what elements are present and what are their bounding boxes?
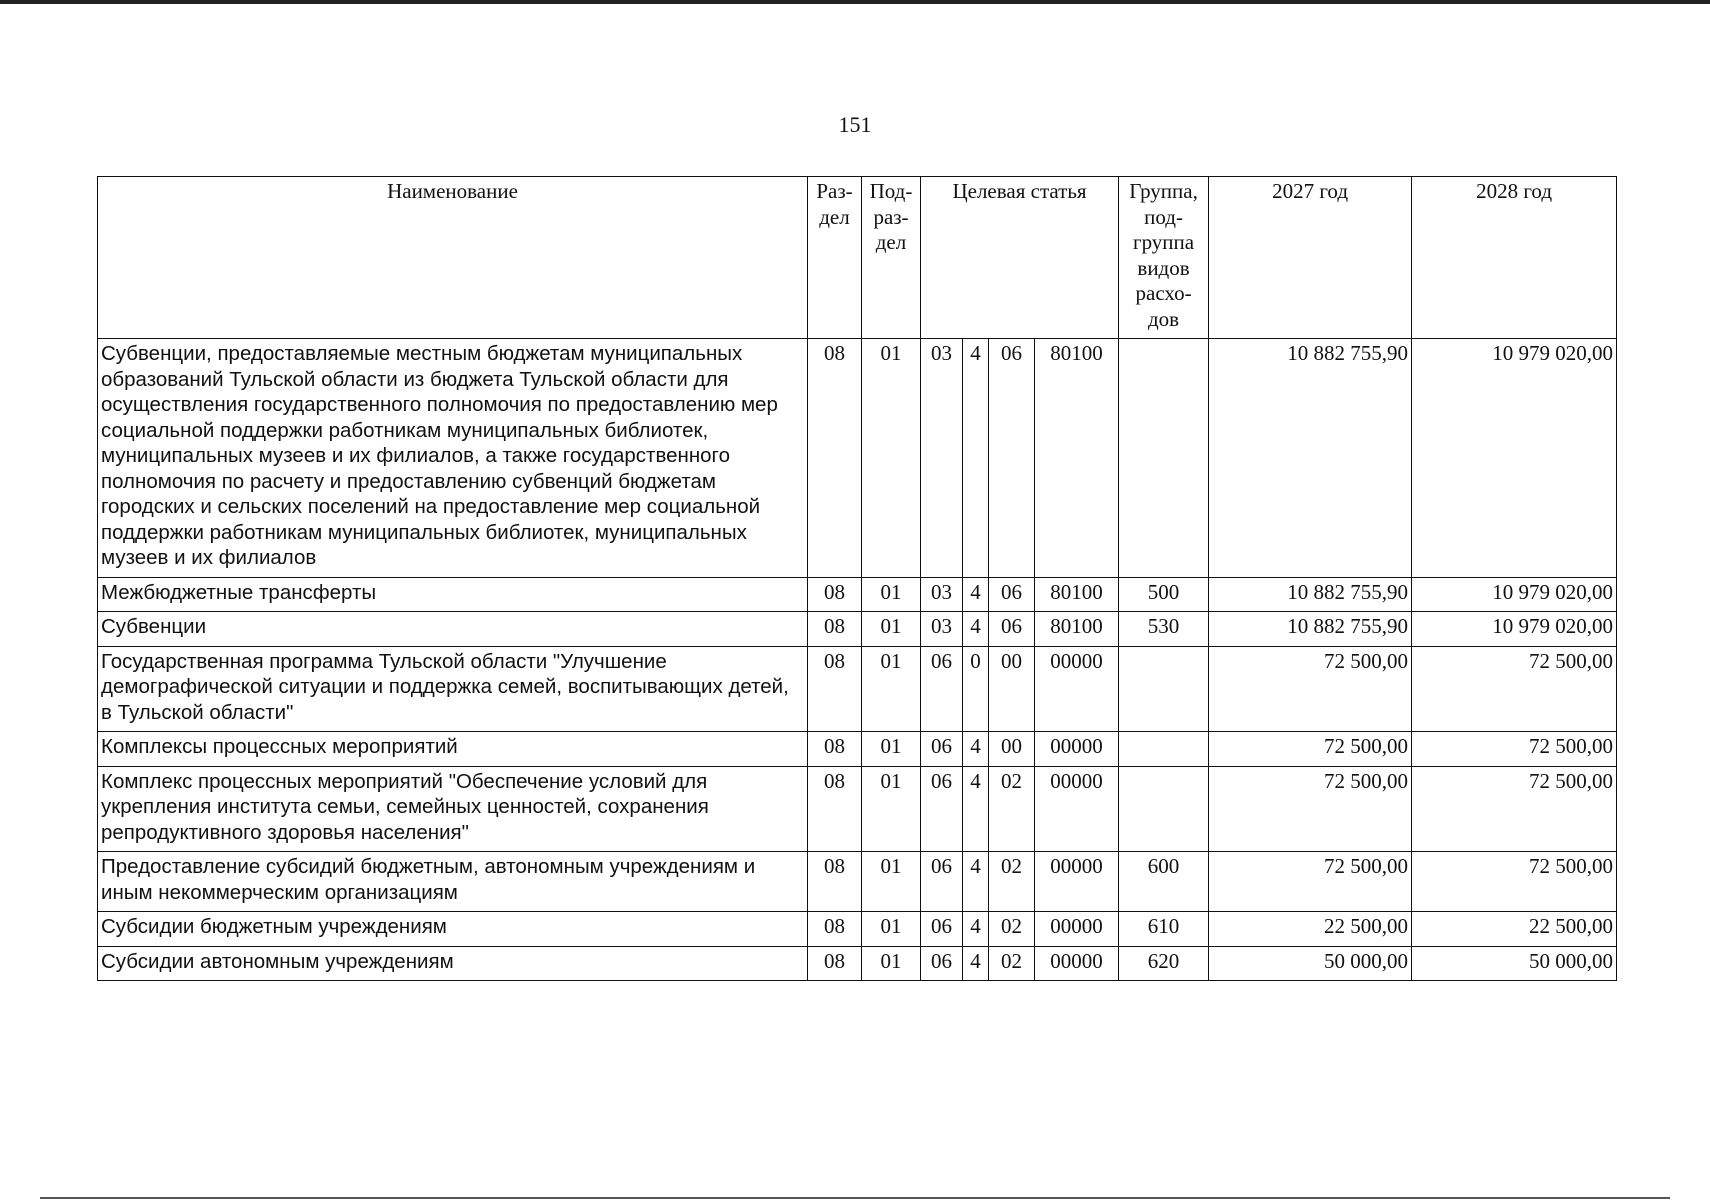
cell-target-subprogram: 02 [989, 946, 1035, 981]
cell-2028: 72 500,00 [1412, 766, 1617, 852]
cell-expense-group: 600 [1119, 852, 1209, 912]
cell-target-direction: 80100 [1035, 577, 1119, 612]
table-row [98, 912, 1617, 947]
cell-razdel: 08 [808, 852, 862, 912]
cell-expense-group [1119, 766, 1209, 852]
cell-2028: 10 979 020,00 [1412, 577, 1617, 612]
cell-2027: 50 000,00 [1209, 946, 1412, 981]
header-razdel-line: дел [819, 204, 850, 229]
cell-podrazdel: 01 [862, 766, 921, 852]
cell-razdel: 08 [808, 339, 862, 578]
cell-target-subprogram: 02 [989, 852, 1035, 912]
cell-2027: 10 882 755,90 [1209, 339, 1412, 578]
cell-podrazdel: 01 [862, 577, 921, 612]
cell-target-subprogram: 02 [989, 766, 1035, 852]
cell-2028: 72 500,00 [1412, 852, 1617, 912]
cell-2028: 50 000,00 [1412, 946, 1617, 981]
cell-name: Межбюджетные трансферты [98, 577, 808, 612]
header-name: Наименование [98, 177, 808, 339]
cell-razdel: 08 [808, 912, 862, 947]
cell-target-subprogram: 00 [989, 732, 1035, 767]
header-podrazdel-line: дел [875, 230, 907, 254]
header-expense-group [1119, 177, 1209, 339]
header-2027: 2027 год [1209, 177, 1412, 339]
cell-expense-group: 610 [1119, 912, 1209, 947]
cell-podrazdel: 01 [862, 646, 921, 732]
table-row [98, 852, 1617, 912]
cell-razdel: 08 [808, 946, 862, 981]
cell-target-program: 03 [921, 339, 963, 578]
cell-target-subprogram: 02 [989, 912, 1035, 947]
cell-target-direction: 00000 [1035, 946, 1119, 981]
cell-target-direction: 80100 [1035, 339, 1119, 578]
table-row [98, 339, 1617, 578]
cell-expense-group: 530 [1119, 612, 1209, 647]
cell-target-subprogram: 06 [989, 612, 1035, 647]
table-row [98, 646, 1617, 732]
cell-name: Субвенции, предоставляемые местным бюджетам муниципальных образований Тульской области из бюджета Тульской области для осуществления государственного полномочия по предоставлению мер социальной поддержки работникам муниципальных библиотек, муниципальных музеев и их филиалов, а также государственного полномочия по расчету и предоставлению субвенций бюджетам городских и сельских поселений на предоставление мер социальной поддержки работникам муниципальных библиотек, муниципальных музеев и их филиалов [98, 339, 808, 578]
cell-expense-group [1119, 339, 1209, 578]
cell-podrazdel: 01 [862, 732, 921, 767]
cell-target-type: 4 [963, 946, 989, 981]
cell-target-program: 06 [921, 946, 963, 981]
cell-target-type: 0 [963, 646, 989, 732]
cell-name: Комплексы процессных мероприятий [98, 732, 808, 767]
cell-target-program: 06 [921, 646, 963, 732]
header-group-line: Группа, [1129, 179, 1198, 203]
cell-expense-group: 620 [1119, 946, 1209, 981]
cell-2027: 22 500,00 [1209, 912, 1412, 947]
cell-2027: 72 500,00 [1209, 852, 1412, 912]
header-group-line: дов [1147, 306, 1180, 331]
header-podrazdel-line: Под- [869, 179, 913, 203]
page-number: 151 [838, 112, 872, 137]
cell-name: Государственная программа Тульской области "Улучшение демографической ситуации и поддержка семей, воспитывающих детей, в Тульской области" [98, 646, 808, 732]
cell-2027: 10 882 755,90 [1209, 577, 1412, 612]
table-row [98, 577, 1617, 612]
table-row [98, 766, 1617, 852]
cell-razdel: 08 [808, 766, 862, 852]
cell-podrazdel: 01 [862, 852, 921, 912]
header-2028: 2028 год [1412, 177, 1617, 339]
cell-target-direction: 00000 [1035, 766, 1119, 852]
cell-target-type: 4 [963, 912, 989, 947]
cell-2027: 72 500,00 [1209, 732, 1412, 767]
cell-2028: 10 979 020,00 [1412, 339, 1617, 578]
header-group-line: видов [1137, 255, 1190, 280]
cell-target-direction: 80100 [1035, 612, 1119, 647]
cell-razdel: 08 [808, 577, 862, 612]
header-group-line: под- [1144, 204, 1183, 229]
top-border-line [0, 0, 1710, 4]
cell-podrazdel: 01 [862, 339, 921, 578]
header-podrazdel [862, 177, 921, 339]
cell-target-type: 4 [963, 577, 989, 612]
cell-2027: 10 882 755,90 [1209, 612, 1412, 647]
cell-target-program: 06 [921, 852, 963, 912]
cell-podrazdel: 01 [862, 612, 921, 647]
cell-podrazdel: 01 [862, 946, 921, 981]
cell-2028: 72 500,00 [1412, 732, 1617, 767]
cell-razdel: 08 [808, 646, 862, 732]
cell-target-program: 06 [921, 912, 963, 947]
cell-target-type: 4 [963, 339, 989, 578]
cell-target-program: 03 [921, 577, 963, 612]
header-podrazdel-line: раз- [873, 204, 909, 229]
cell-name: Предоставление субсидий бюджетным, автономным учреждениям и иным некоммерческим организациям [98, 852, 808, 912]
cell-target-type: 4 [963, 852, 989, 912]
cell-2028: 72 500,00 [1412, 646, 1617, 732]
header-razdel [808, 177, 862, 339]
cell-target-direction: 00000 [1035, 732, 1119, 767]
header-row [98, 177, 1617, 339]
cell-target-subprogram: 06 [989, 577, 1035, 612]
cell-target-program: 06 [921, 766, 963, 852]
cell-name: Субсидии бюджетным учреждениям [98, 912, 808, 947]
cell-target-subprogram: 00 [989, 646, 1035, 732]
cell-2027: 72 500,00 [1209, 766, 1412, 852]
header-target-article: Целевая статья [921, 177, 1119, 339]
header-razdel-line: Раз- [816, 179, 853, 203]
cell-target-direction: 00000 [1035, 912, 1119, 947]
cell-target-direction: 00000 [1035, 852, 1119, 912]
cell-podrazdel: 01 [862, 912, 921, 947]
cell-2027: 72 500,00 [1209, 646, 1412, 732]
cell-razdel: 08 [808, 732, 862, 767]
cell-name: Субсидии автономным учреждениям [98, 946, 808, 981]
cell-name: Комплекс процессных мероприятий "Обеспечение условий для укрепления института семьи, семейных ценностей, сохранения репродуктивного здоровья населения" [98, 766, 808, 852]
header-group-line: расхо- [1135, 281, 1192, 305]
cell-razdel: 08 [808, 612, 862, 647]
cell-target-program: 03 [921, 612, 963, 647]
header-group-line: группа [1132, 230, 1195, 254]
cell-target-type: 4 [963, 732, 989, 767]
table-row [98, 946, 1617, 981]
cell-target-direction: 00000 [1035, 646, 1119, 732]
cell-target-subprogram: 06 [989, 339, 1035, 578]
cell-target-type: 4 [963, 766, 989, 852]
cell-2028: 10 979 020,00 [1412, 612, 1617, 647]
cell-name: Субвенции [98, 612, 808, 647]
cell-expense-group: 500 [1119, 577, 1209, 612]
table-row [98, 732, 1617, 767]
table-row [98, 612, 1617, 647]
cell-expense-group [1119, 646, 1209, 732]
cell-target-program: 06 [921, 732, 963, 767]
bottom-border-line [40, 1197, 1670, 1199]
cell-target-type: 4 [963, 612, 989, 647]
cell-2028: 22 500,00 [1412, 912, 1617, 947]
budget-table [97, 176, 1617, 981]
cell-expense-group [1119, 732, 1209, 767]
